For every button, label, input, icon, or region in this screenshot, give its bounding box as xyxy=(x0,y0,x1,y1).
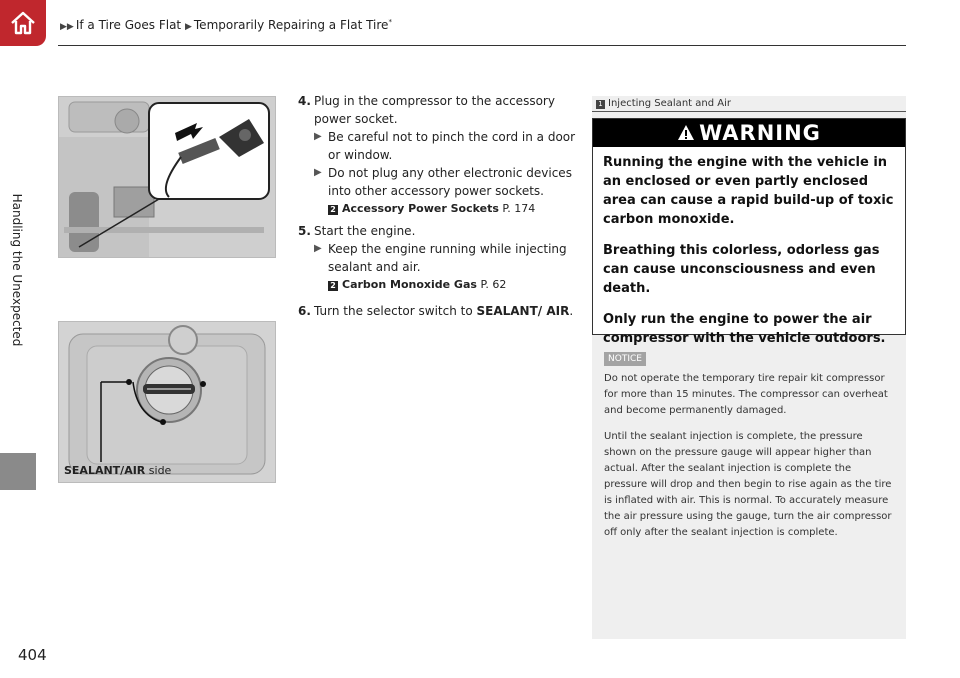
figure-label-sealant-air: SEALANT/AIR side xyxy=(64,464,172,477)
step-4 xyxy=(298,92,580,128)
breadcrumb xyxy=(60,18,392,32)
warning-paragraph: Breathing this colorless, odorless gas can cause unconsciousness and even death. xyxy=(603,243,880,296)
sidebar-heading: 1 Injecting Sealant and Air xyxy=(596,98,731,109)
step-5 xyxy=(298,222,580,240)
warning-icon xyxy=(677,124,695,142)
model-footnote-marker: * xyxy=(388,18,392,26)
step-number: 5. xyxy=(298,224,311,238)
home-icon xyxy=(8,8,38,38)
arrow-bullet-icon: ▶ xyxy=(314,243,322,254)
cross-reference-link[interactable]: 2 Carbon Monoxide Gas P. 62 xyxy=(298,276,580,294)
warning-box xyxy=(592,118,906,346)
breadcrumb-arrow-icon: ▶▶ xyxy=(60,22,74,32)
step-note: ▶ Keep the engine running while injecting sealant and air. xyxy=(314,242,567,274)
reference-icon: 1 xyxy=(596,100,605,109)
accessory-socket-illustration xyxy=(59,97,275,257)
selector-switch-illustration xyxy=(59,322,275,482)
breadcrumb-link-flat-tire[interactable]: If a Tire Goes Flat xyxy=(75,18,182,32)
arrow-bullet-icon: ▶ xyxy=(314,167,322,178)
warning-paragraph: Only run the engine to power the air compressor with the vehicle outdoors. xyxy=(603,312,886,346)
warning-body xyxy=(593,147,905,366)
step-text: Plug in the compressor to the accessory power socket. xyxy=(314,94,555,126)
sidebar-notes xyxy=(604,371,896,551)
figure-accessory-socket xyxy=(58,96,276,258)
note-text: Until the sealant injection is complete, the pressure shown on the pressure gauge will appear higher than actual. After the sealant injection is complete the pressure will drop and then begin to rise again as the tire is inflated with air. This is normal. To accurately measure the air pressure using the gauge, turn the air compressor off only after the sealant injection is complete. xyxy=(604,431,892,538)
instruction-steps xyxy=(298,92,580,320)
header-divider xyxy=(58,45,906,46)
sidebar-heading-rule xyxy=(592,111,906,112)
step-number: 6. xyxy=(298,304,311,318)
warning-paragraph: Running the engine with the vehicle in an enclosed or even partly enclosed area can cause a rapid build-up of toxic carbon monoxide. xyxy=(603,155,894,227)
section-tab-label[interactable]: Handling the Unexpected xyxy=(10,193,24,347)
reference-icon: 2 xyxy=(328,281,338,291)
step-text: Turn the selector switch to SEALANT/ AIR. xyxy=(314,304,574,318)
step-number: 4. xyxy=(298,94,311,108)
notice-badge: NOTICE xyxy=(604,352,646,366)
reference-icon: 2 xyxy=(328,205,338,215)
step-note: ▶ Be careful not to pinch the cord in a door or window. xyxy=(314,130,576,162)
section-tab-marker xyxy=(0,453,36,490)
warning-banner xyxy=(593,119,905,147)
breadcrumb-current-page[interactable]: Temporarily Repairing a Flat Tire xyxy=(193,18,389,32)
breadcrumb-arrow-icon: ▶ xyxy=(184,22,192,32)
page-number: 404 xyxy=(18,646,47,664)
warning-title: WARNING xyxy=(699,121,821,145)
notice-text: Do not operate the temporary tire repair kit compressor for more than 15 minutes. The compressor can overheat and become permanently damaged. xyxy=(604,373,888,416)
step-text: Start the engine. xyxy=(314,224,416,238)
arrow-bullet-icon: ▶ xyxy=(314,131,322,142)
step-note: ▶ Do not plug any other electronic devices into other accessory power sockets. xyxy=(314,166,572,198)
figure-selector-switch xyxy=(58,321,276,483)
cross-reference-link[interactable]: 2 Accessory Power Sockets P. 174 xyxy=(298,200,580,218)
home-button[interactable] xyxy=(0,0,46,46)
step-6 xyxy=(298,302,580,320)
